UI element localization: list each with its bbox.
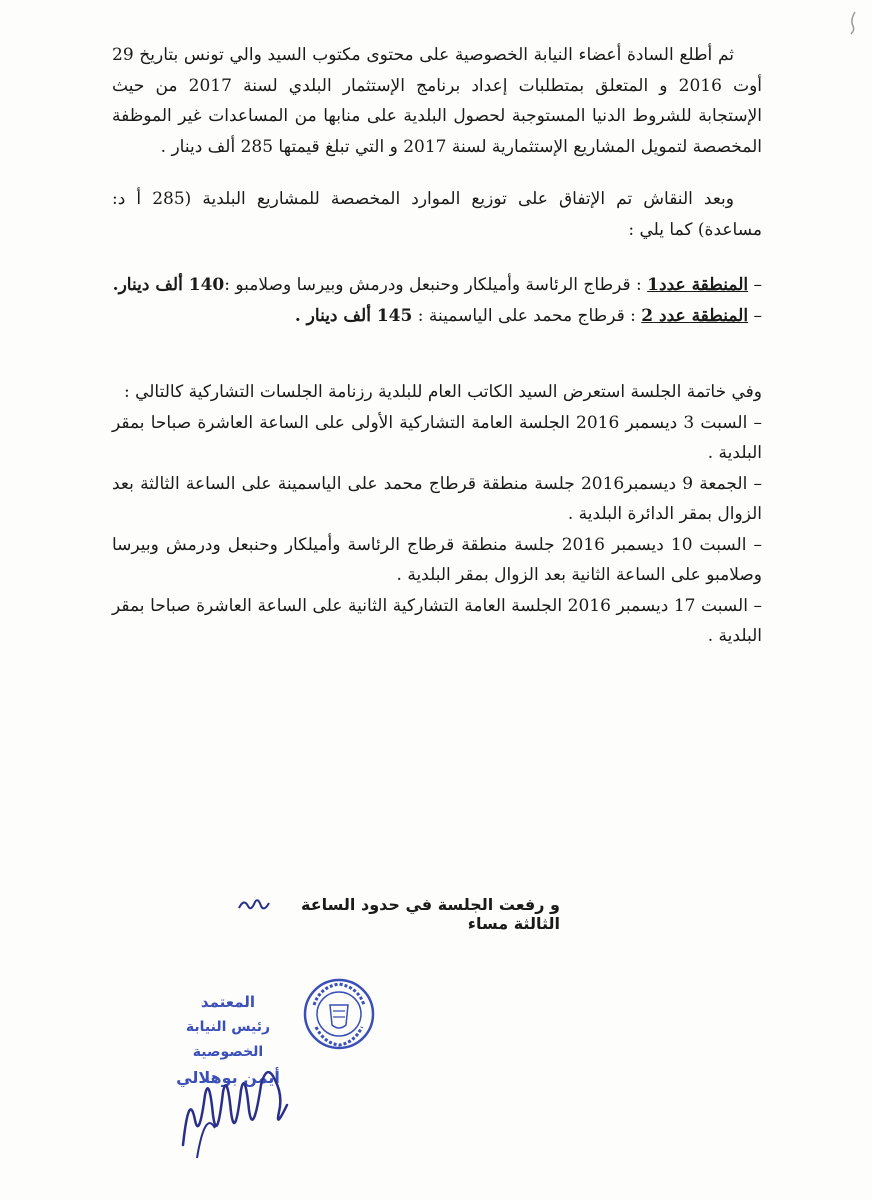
signature-icon — [175, 1050, 300, 1160]
schedule-item: – السبت 10 ديسمبر 2016 جلسة منطقة قرطاج الرئاسة وأميلكار وحنبعل ودرمش وبيرسا وصلامبو على الساعة الثانية بعد الزوال بمقر البلدية . — [112, 534, 762, 585]
zone-dash: – — [753, 275, 762, 295]
document-body — [112, 40, 762, 652]
zone-dash: – — [753, 305, 762, 326]
zone-text: : قرطاج الرئاسة وأميلكار وحنبعل ودرمش وبيرسا وصلامبو : — [224, 275, 648, 295]
zone-item-1 — [112, 270, 762, 301]
stamp-title: المعتمد — [200, 993, 256, 1011]
schedule-intro: وفي خاتمة الجلسة استعرض السيد الكاتب العام للبلدية رزنامة الجلسات التشاركية كالتالي : — [123, 382, 762, 402]
paragraph-investment: ثم أطلع السادة أعضاء النيابة الخصوصية على محتوى مكتوب السيد والي تونس بتاريخ 29 أوت 2016 و المتعلق بمتطلبات إعداد برنامج الإستثمار البلدي لسنة 2017 من حيث الإستجابة للشروط الدنيا المستوجبة لحصول البلدية على منابها من المساعدات غير الموظفة المخصصة لتمويل المشاريع الإستثمارية لسنة 2017 و التي تبلغ قيمتها 285 ألف دينار . — [112, 45, 763, 157]
initials-icon — [236, 894, 272, 916]
zone-label: المنطقة عدد 2 — [641, 305, 749, 326]
zone-amount: 140 ألف دينار. — [112, 275, 225, 295]
corner-mark-icon — [846, 10, 860, 36]
paragraph-distribution: وبعد النقاش تم الإتفاق على توزيع الموارد المخصصة للمشاريع البلدية (285 أ د: مساعدة) كما يلي : — [112, 189, 762, 240]
schedule-item: – السبت 17 ديسمبر 2016 الجلسة العامة التشاركية الثانية على الساعة العاشرة صباحا بمقر البلدية . — [112, 595, 762, 646]
zone-text: : قرطاج محمد على الياسمينة : — [412, 305, 642, 326]
zone-label: المنطقة عدد1 — [647, 275, 749, 295]
schedule-item: – السبت 3 ديسمبر 2016 الجلسة العامة التشاركية الأولى على الساعة العاشرة صباحا بمقر البلدية . — [112, 412, 762, 463]
zone-item-2 — [112, 301, 762, 332]
stamp-name: أيمن بوهلالي — [176, 1068, 280, 1087]
stamp-role: رئيس النيابة الخصوصية — [185, 1019, 271, 1060]
zone-amount: 145 ألف دينار . — [294, 305, 413, 326]
schedule-item: – الجمعة 9 ديسمبر2016 جلسة منطقة قرطاج محمد على الياسمينة على الساعة الثالثة بعد الزوال بمقر الدائرة البلدية . — [112, 473, 762, 524]
closing-statement: و رفعت الجلسة في حدود الساعة الثالثة مساء — [301, 895, 560, 933]
municipal-seal-icon — [300, 975, 378, 1053]
